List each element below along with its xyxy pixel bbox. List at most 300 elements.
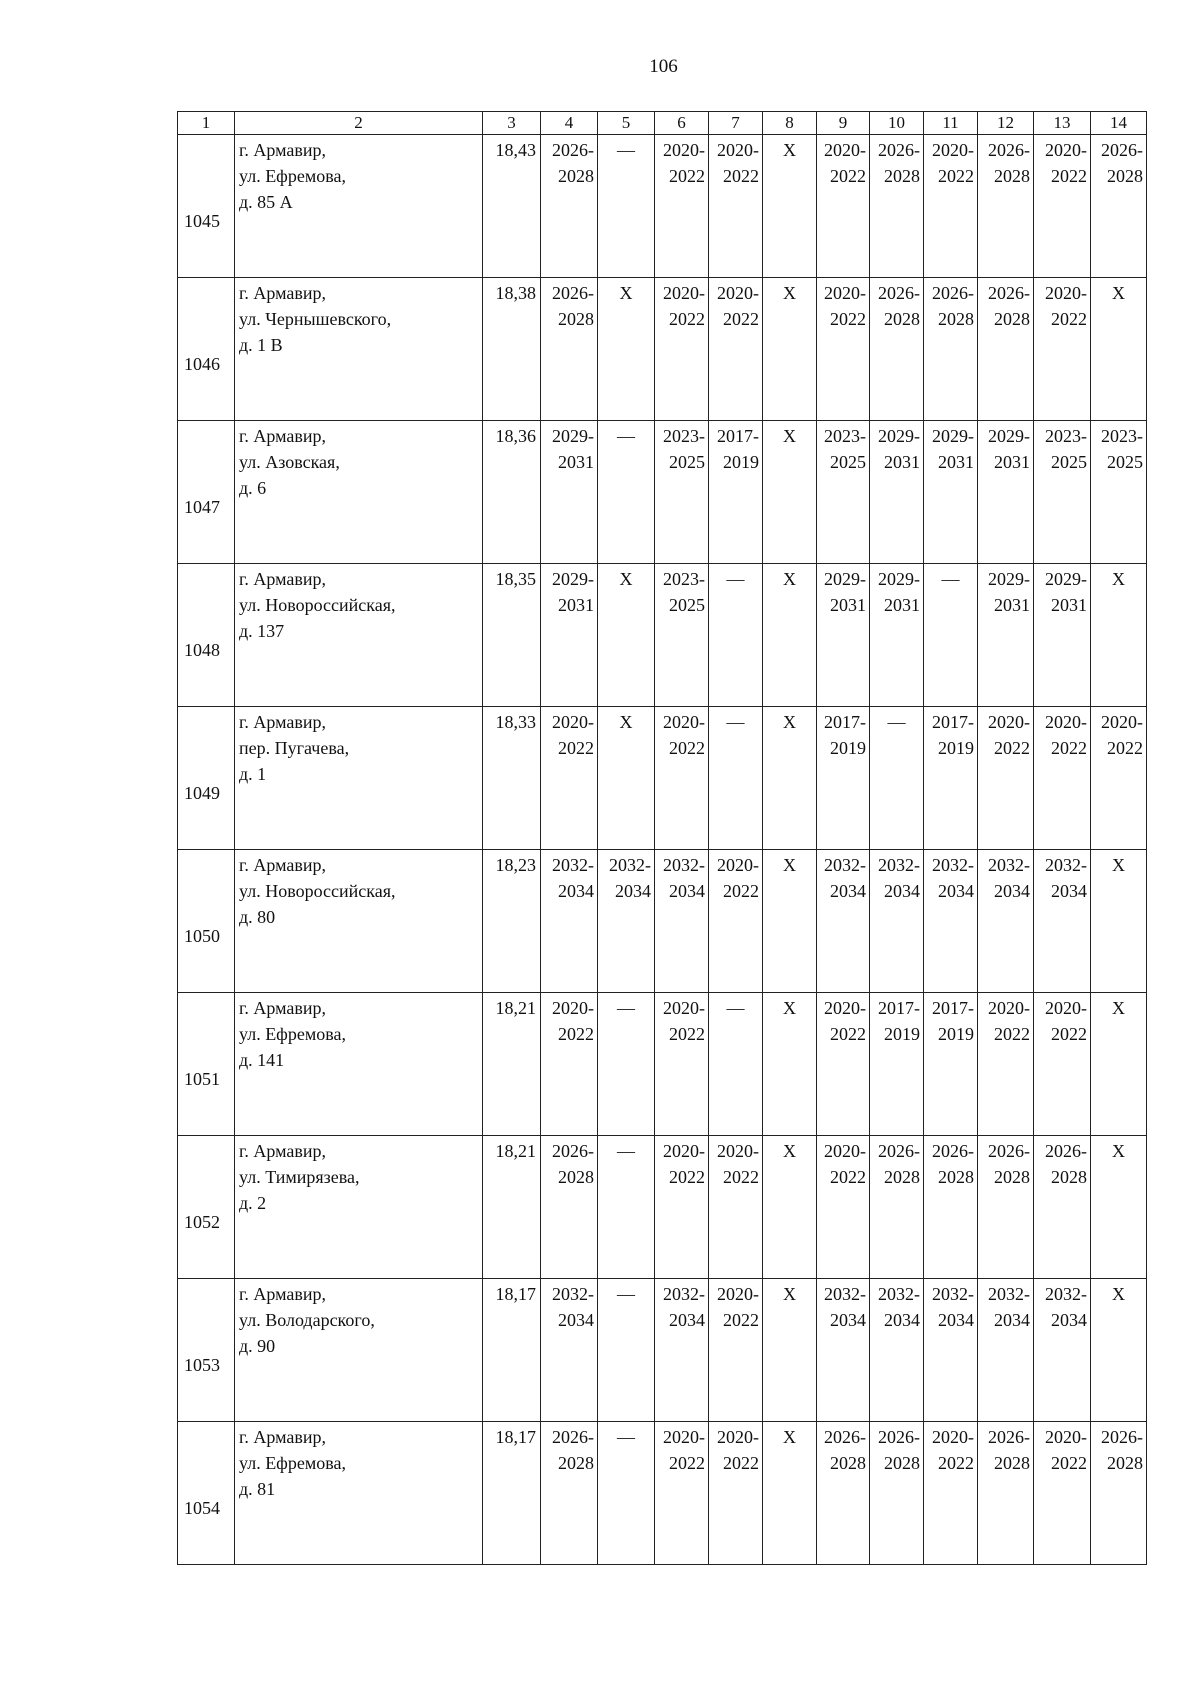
period-line: 2034: [884, 881, 920, 901]
period-cell: [541, 564, 598, 707]
period-line: 2034: [884, 1310, 920, 1330]
period-cell: [655, 564, 709, 707]
period-line: 2022: [1051, 166, 1087, 186]
period-cell: [817, 993, 870, 1136]
address-line: г. Армавир,: [239, 998, 326, 1018]
period-cell: [978, 993, 1034, 1136]
period-cell: [870, 564, 924, 707]
period-line: 2020-: [932, 140, 974, 160]
period-cell: [763, 278, 817, 421]
period-cell: [1091, 564, 1147, 707]
table-row: [178, 564, 1147, 707]
row-number: 1050: [178, 850, 235, 993]
table-row: [178, 135, 1147, 278]
period-cell: [541, 421, 598, 564]
period-line: 2022: [669, 1167, 705, 1187]
period-cell: [978, 564, 1034, 707]
period-cell: [924, 993, 978, 1136]
period-cell: [709, 850, 763, 993]
address-cell: [235, 850, 483, 993]
period-cell: [541, 707, 598, 850]
period-cell: [709, 421, 763, 564]
period-cell: [709, 1136, 763, 1279]
period-line: 2022: [994, 738, 1030, 758]
x-mark: X: [783, 1141, 796, 1161]
period-line: 2020-: [663, 1427, 705, 1447]
address-line: ул. Новороссийская,: [239, 881, 396, 901]
period-line: 2028: [558, 1453, 594, 1473]
column-header: 6: [655, 112, 709, 135]
table-row: [178, 1279, 1147, 1422]
period-cell: [1091, 135, 1147, 278]
period-line: 2032-: [609, 855, 651, 875]
period-line: 2034: [830, 1310, 866, 1330]
period-line: 2017-: [932, 712, 974, 732]
area-cell: 18,36: [483, 421, 541, 564]
period-line: 2032-: [1045, 855, 1087, 875]
period-line: 2028: [994, 309, 1030, 329]
period-line: 2031: [1051, 595, 1087, 615]
table-row: [178, 421, 1147, 564]
period-line: 2028: [884, 1167, 920, 1187]
table-row: [178, 993, 1147, 1136]
period-cell: [655, 1422, 709, 1565]
period-cell: [1034, 1422, 1091, 1565]
period-line: 2031: [884, 452, 920, 472]
area-cell: 18,23: [483, 850, 541, 993]
period-line: 2028: [558, 166, 594, 186]
x-mark: X: [1112, 569, 1125, 589]
period-line: 2028: [994, 1167, 1030, 1187]
address-line: ул. Чернышевского,: [239, 309, 392, 329]
period-cell: [870, 993, 924, 1136]
period-cell: [924, 707, 978, 850]
period-line: 2026-: [1045, 1141, 1087, 1161]
period-line: 2029-: [988, 569, 1030, 589]
period-cell: [709, 1422, 763, 1565]
period-line: 2019: [830, 738, 866, 758]
period-line: 2028: [558, 309, 594, 329]
period-line: 2026-: [988, 1141, 1030, 1161]
table-row: [178, 707, 1147, 850]
period-line: 2031: [994, 452, 1030, 472]
period-line: 2020-: [824, 1141, 866, 1161]
x-mark: X: [783, 426, 796, 446]
address-line: д. 80: [239, 907, 276, 927]
x-mark: X: [1112, 855, 1125, 875]
period-line: 2020-: [663, 998, 705, 1018]
period-line: 2029-: [552, 426, 594, 446]
period-cell: [870, 1422, 924, 1565]
period-cell: [924, 1422, 978, 1565]
address-line: д. 1 В: [239, 335, 283, 355]
period-cell: [817, 1279, 870, 1422]
x-mark: X: [783, 569, 796, 589]
period-line: 2022: [669, 166, 705, 186]
period-cell: [817, 421, 870, 564]
period-line: 2028: [1107, 1453, 1143, 1473]
table-row: [178, 1422, 1147, 1565]
dash-mark: —: [617, 1427, 635, 1447]
period-cell: [817, 1422, 870, 1565]
period-line: 2028: [884, 1453, 920, 1473]
x-mark: X: [619, 712, 633, 732]
period-line: 2020-: [717, 1141, 759, 1161]
period-line: 2020-: [932, 1427, 974, 1447]
period-cell: [870, 135, 924, 278]
row-number: 1049: [178, 707, 235, 850]
period-line: 2026-: [552, 1141, 594, 1161]
dash-mark: —: [726, 569, 745, 589]
period-cell: [709, 707, 763, 850]
x-mark: X: [1112, 1141, 1125, 1161]
period-line: 2025: [669, 595, 705, 615]
period-line: 2022: [723, 1167, 759, 1187]
period-line: 2022: [1051, 1453, 1087, 1473]
period-line: 2020-: [663, 712, 705, 732]
register-table: [177, 111, 1147, 1565]
period-line: 2034: [994, 881, 1030, 901]
period-line: 2022: [669, 1024, 705, 1044]
period-cell: [1091, 1136, 1147, 1279]
period-line: 2020-: [1045, 140, 1087, 160]
column-header: 9: [817, 112, 870, 135]
period-line: 2032-: [663, 1284, 705, 1304]
period-line: 2026-: [988, 1427, 1030, 1447]
period-line: 2029-: [932, 426, 974, 446]
period-cell: [598, 850, 655, 993]
period-line: 2028: [994, 166, 1030, 186]
period-cell: [817, 564, 870, 707]
period-line: 2028: [1107, 166, 1143, 186]
period-line: 2023-: [824, 426, 866, 446]
period-line: 2029-: [824, 569, 866, 589]
period-cell: [817, 135, 870, 278]
period-line: 2028: [558, 1167, 594, 1187]
period-line: 2022: [669, 1453, 705, 1473]
period-cell: [709, 1279, 763, 1422]
row-number: 1054: [178, 1422, 235, 1565]
period-cell: [655, 850, 709, 993]
period-line: 2026-: [552, 140, 594, 160]
column-header: 1: [178, 112, 235, 135]
area-cell: 18,33: [483, 707, 541, 850]
period-line: 2026-: [932, 1141, 974, 1161]
column-header: 14: [1091, 112, 1147, 135]
period-cell: [1034, 564, 1091, 707]
period-line: 2020-: [1045, 998, 1087, 1018]
period-cell: [1091, 707, 1147, 850]
period-line: 2034: [938, 1310, 974, 1330]
period-line: 2026-: [878, 283, 920, 303]
period-line: 2020-: [717, 283, 759, 303]
period-cell: [655, 1279, 709, 1422]
period-line: 2026-: [1101, 1427, 1143, 1447]
period-cell: [1091, 1279, 1147, 1422]
period-line: 2028: [938, 309, 974, 329]
period-line: 2022: [558, 1024, 594, 1044]
period-line: 2022: [994, 1024, 1030, 1044]
period-cell: [1034, 707, 1091, 850]
address-line: ул. Тимирязева,: [239, 1167, 360, 1187]
period-cell: [978, 1279, 1034, 1422]
period-cell: [978, 707, 1034, 850]
period-cell: [1034, 850, 1091, 993]
address-cell: [235, 1136, 483, 1279]
period-cell: [541, 1136, 598, 1279]
period-cell: [817, 278, 870, 421]
period-line: 2020-: [717, 1427, 759, 1447]
period-cell: [1091, 278, 1147, 421]
period-line: 2017-: [824, 712, 866, 732]
period-line: 2022: [830, 1024, 866, 1044]
column-header: 8: [763, 112, 817, 135]
period-cell: [655, 707, 709, 850]
x-mark: X: [619, 569, 633, 589]
period-line: 2026-: [878, 1141, 920, 1161]
period-line: 2028: [884, 166, 920, 186]
address-line: ул. Ефремова,: [239, 166, 346, 186]
period-line: 2022: [669, 309, 705, 329]
x-mark: X: [783, 1284, 796, 1304]
period-line: 2022: [1051, 738, 1087, 758]
period-cell: [978, 421, 1034, 564]
period-line: 2022: [558, 738, 594, 758]
period-line: 2032-: [988, 1284, 1030, 1304]
address-cell: [235, 564, 483, 707]
period-line: 2020-: [1101, 712, 1143, 732]
period-cell: [817, 707, 870, 850]
period-cell: [924, 564, 978, 707]
row-number: 1053: [178, 1279, 235, 1422]
period-cell: [655, 421, 709, 564]
period-cell: [1034, 1279, 1091, 1422]
period-line: 2026-: [878, 1427, 920, 1447]
page-number: 106: [649, 56, 678, 77]
period-cell: [870, 1279, 924, 1422]
address-line: д. 2: [239, 1193, 267, 1213]
period-cell: [709, 278, 763, 421]
period-cell: [870, 707, 924, 850]
period-line: 2020-: [717, 855, 759, 875]
period-line: 2025: [1107, 452, 1143, 472]
address-line: ул. Новороссийская,: [239, 595, 396, 615]
period-line: 2034: [994, 1310, 1030, 1330]
period-cell: [924, 1136, 978, 1279]
period-line: 2032-: [663, 855, 705, 875]
period-line: 2026-: [824, 1427, 866, 1447]
dash-mark: —: [726, 998, 745, 1018]
address-line: ул. Ефремова,: [239, 1024, 346, 1044]
period-line: 2022: [1107, 738, 1143, 758]
period-line: 2020-: [717, 1284, 759, 1304]
address-cell: [235, 135, 483, 278]
period-line: 2028: [884, 309, 920, 329]
period-line: 2029-: [878, 426, 920, 446]
period-cell: [763, 564, 817, 707]
x-mark: X: [783, 712, 796, 732]
period-line: 2020-: [824, 283, 866, 303]
period-cell: [541, 1422, 598, 1565]
period-cell: [709, 993, 763, 1136]
period-cell: [1034, 421, 1091, 564]
period-line: 2020-: [824, 998, 866, 1018]
x-mark: X: [619, 283, 633, 303]
x-mark: X: [783, 1427, 796, 1447]
period-line: 2026-: [1101, 140, 1143, 160]
period-line: 2019: [884, 1024, 920, 1044]
period-line: 2032-: [932, 855, 974, 875]
period-line: 2020-: [1045, 1427, 1087, 1447]
period-line: 2020-: [663, 1141, 705, 1161]
period-line: 2022: [830, 1167, 866, 1187]
period-line: 2020-: [717, 140, 759, 160]
period-cell: [978, 850, 1034, 993]
period-line: 2034: [615, 881, 651, 901]
address-line: г. Армавир,: [239, 426, 326, 446]
period-cell: [655, 135, 709, 278]
period-line: 2023-: [1101, 426, 1143, 446]
period-cell: [763, 1279, 817, 1422]
period-line: 2020-: [824, 140, 866, 160]
address-line: д. 1: [239, 764, 267, 784]
header-row: [178, 112, 1147, 135]
period-cell: [598, 1279, 655, 1422]
x-mark: X: [1112, 283, 1125, 303]
period-line: 2022: [723, 1453, 759, 1473]
column-header: 3: [483, 112, 541, 135]
dash-mark: —: [887, 712, 906, 732]
address-line: г. Армавир,: [239, 569, 326, 589]
period-cell: [598, 1136, 655, 1279]
period-line: 2034: [1051, 1310, 1087, 1330]
period-cell: [1091, 1422, 1147, 1565]
row-number: 1046: [178, 278, 235, 421]
period-cell: [870, 421, 924, 564]
period-line: 2031: [938, 452, 974, 472]
period-line: 2020-: [552, 712, 594, 732]
period-cell: [709, 135, 763, 278]
address-line: г. Армавир,: [239, 283, 326, 303]
period-cell: [1091, 421, 1147, 564]
period-line: 2023-: [663, 569, 705, 589]
dash-mark: —: [617, 426, 635, 446]
address-line: г. Армавир,: [239, 140, 326, 160]
row-number: 1045: [178, 135, 235, 278]
dash-mark: —: [617, 1141, 635, 1161]
period-cell: [598, 278, 655, 421]
period-cell: [870, 278, 924, 421]
table-row: [178, 278, 1147, 421]
dash-mark: —: [617, 1284, 635, 1304]
x-mark: X: [783, 855, 796, 875]
address-line: г. Армавир,: [239, 712, 326, 732]
period-cell: [1034, 278, 1091, 421]
period-cell: [1034, 993, 1091, 1136]
column-header: 5: [598, 112, 655, 135]
period-line: 2019: [938, 1024, 974, 1044]
period-cell: [655, 278, 709, 421]
period-cell: [598, 707, 655, 850]
address-line: ул. Азовская,: [239, 452, 340, 472]
period-line: 2028: [994, 1453, 1030, 1473]
period-cell: [763, 421, 817, 564]
period-line: 2032-: [824, 855, 866, 875]
row-number: 1047: [178, 421, 235, 564]
period-cell: [817, 850, 870, 993]
period-line: 2031: [830, 595, 866, 615]
period-line: 2026-: [552, 283, 594, 303]
address-cell: [235, 278, 483, 421]
period-line: 2022: [830, 166, 866, 186]
period-line: 2020-: [1045, 712, 1087, 732]
area-cell: 18,35: [483, 564, 541, 707]
period-line: 2022: [1051, 309, 1087, 329]
period-line: 2032-: [988, 855, 1030, 875]
period-line: 2032-: [552, 1284, 594, 1304]
period-line: 2026-: [932, 283, 974, 303]
period-line: 2020-: [1045, 283, 1087, 303]
period-line: 2022: [723, 166, 759, 186]
period-line: 2022: [938, 1453, 974, 1473]
period-line: 2022: [669, 738, 705, 758]
column-header: 11: [924, 112, 978, 135]
column-header: 2: [235, 112, 483, 135]
period-line: 2017-: [878, 998, 920, 1018]
period-cell: [763, 993, 817, 1136]
address-line: г. Армавир,: [239, 1141, 326, 1161]
address-line: д. 90: [239, 1336, 276, 1356]
address-line: д. 137: [239, 621, 285, 641]
x-mark: X: [783, 140, 796, 160]
period-cell: [1091, 993, 1147, 1136]
period-line: 2025: [669, 452, 705, 472]
period-line: 2032-: [1045, 1284, 1087, 1304]
period-line: 2025: [830, 452, 866, 472]
period-line: 2031: [994, 595, 1030, 615]
period-line: 2022: [723, 309, 759, 329]
period-cell: [924, 1279, 978, 1422]
period-line: 2032-: [552, 855, 594, 875]
column-header: 13: [1034, 112, 1091, 135]
period-cell: [655, 993, 709, 1136]
period-line: 2023-: [1045, 426, 1087, 446]
area-cell: 18,38: [483, 278, 541, 421]
period-cell: [924, 278, 978, 421]
column-header: 4: [541, 112, 598, 135]
period-cell: [598, 421, 655, 564]
area-cell: 18,43: [483, 135, 541, 278]
period-line: 2022: [1051, 1024, 1087, 1044]
period-line: 2017-: [932, 998, 974, 1018]
row-number: 1051: [178, 993, 235, 1136]
period-line: 2031: [558, 452, 594, 472]
address-cell: [235, 421, 483, 564]
period-line: 2020-: [988, 712, 1030, 732]
period-line: 2017-: [717, 426, 759, 446]
period-line: 2031: [558, 595, 594, 615]
area-cell: 18,21: [483, 1136, 541, 1279]
address-line: д. 6: [239, 478, 267, 498]
period-cell: [978, 1422, 1034, 1565]
period-line: 2026-: [878, 140, 920, 160]
period-cell: [598, 564, 655, 707]
period-cell: [1091, 850, 1147, 993]
area-cell: 18,21: [483, 993, 541, 1136]
period-line: 2032-: [824, 1284, 866, 1304]
period-line: 2020-: [988, 998, 1030, 1018]
period-line: 2026-: [988, 140, 1030, 160]
